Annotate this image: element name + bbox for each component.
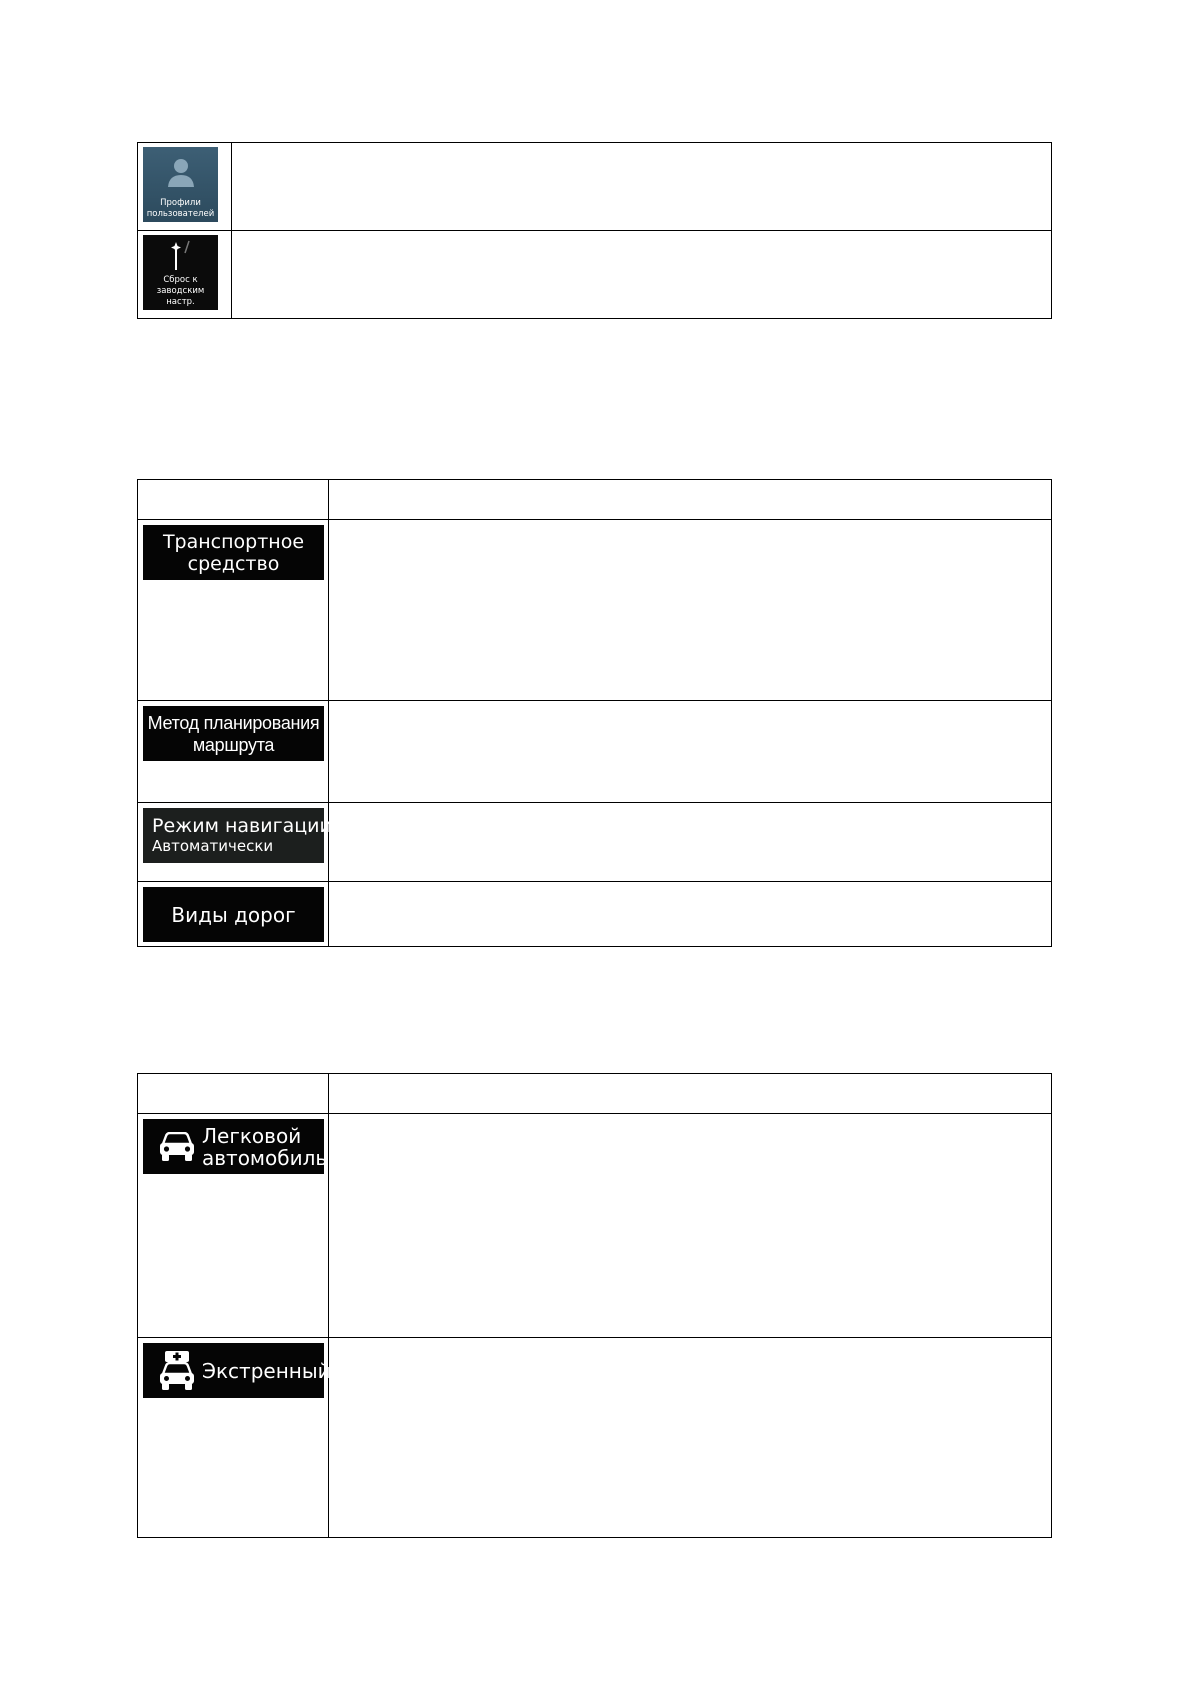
table-row (138, 143, 1052, 231)
button-label: Виды дорог (171, 902, 296, 927)
table-header-row (138, 1074, 1052, 1114)
table-row (138, 701, 1052, 803)
emergency-vehicle-button[interactable] (143, 1343, 331, 1398)
navigation-mode-button[interactable] (143, 808, 332, 863)
factory-reset-button[interactable] (143, 235, 218, 310)
description-cell (329, 520, 1052, 701)
tile-label: Сброс к заводским настр. (156, 275, 205, 307)
header-cell (329, 1074, 1052, 1114)
passenger-car-button[interactable] (143, 1119, 328, 1174)
ambulance-icon (159, 1350, 195, 1392)
button-label: Транспортное (162, 530, 305, 553)
button-label: Экстренный (202, 1358, 331, 1383)
description-cell (232, 143, 1052, 231)
description-cell (329, 1338, 1052, 1538)
table-header-row (138, 480, 1052, 520)
button-cell (138, 803, 332, 882)
settings-icons-table (137, 142, 1052, 319)
button-labels (202, 1125, 327, 1169)
table-row (138, 882, 1052, 947)
user-profiles-button[interactable] (143, 147, 218, 222)
person-icon (166, 156, 196, 188)
description-cell (329, 803, 1052, 882)
route-planning-method-button[interactable] (143, 706, 324, 761)
button-cell (138, 520, 329, 701)
button-cell (138, 1338, 329, 1538)
header-cell (329, 480, 1052, 520)
route-settings-table (137, 479, 1052, 947)
description-cell (232, 231, 1052, 319)
button-value: Автоматически (152, 837, 274, 855)
button-label: Метод планирования (147, 712, 320, 733)
button-labels (202, 1360, 331, 1382)
table-row (138, 520, 1052, 701)
magic-wand-icon (161, 239, 201, 273)
description-cell (329, 882, 1052, 947)
button-label: автомобиль (202, 1145, 328, 1170)
button-cell (138, 882, 329, 947)
icon-cell (138, 231, 232, 319)
car-icon-wrap (157, 1125, 197, 1169)
vehicle-button[interactable] (143, 525, 324, 580)
header-cell (138, 480, 329, 520)
button-label: Легковой (202, 1123, 302, 1148)
table-row (138, 803, 1052, 882)
ambulance-icon-wrap (157, 1349, 197, 1393)
table-row (138, 1114, 1052, 1338)
description-cell (329, 701, 1052, 803)
table-row (138, 1338, 1052, 1538)
icon-cell (138, 143, 232, 231)
header-cell (138, 1074, 329, 1114)
table-row (138, 231, 1052, 319)
button-label: средство (187, 552, 280, 575)
description-cell (329, 1114, 1052, 1338)
button-label: Режим навигации (152, 815, 332, 837)
tile-label: Профили пользователей (146, 198, 215, 219)
road-types-button[interactable] (143, 887, 324, 942)
button-label: маршрута (192, 734, 275, 755)
button-cell (138, 701, 329, 803)
button-cell (138, 1114, 329, 1338)
car-icon (159, 1132, 195, 1162)
vehicle-types-table (137, 1073, 1052, 1538)
